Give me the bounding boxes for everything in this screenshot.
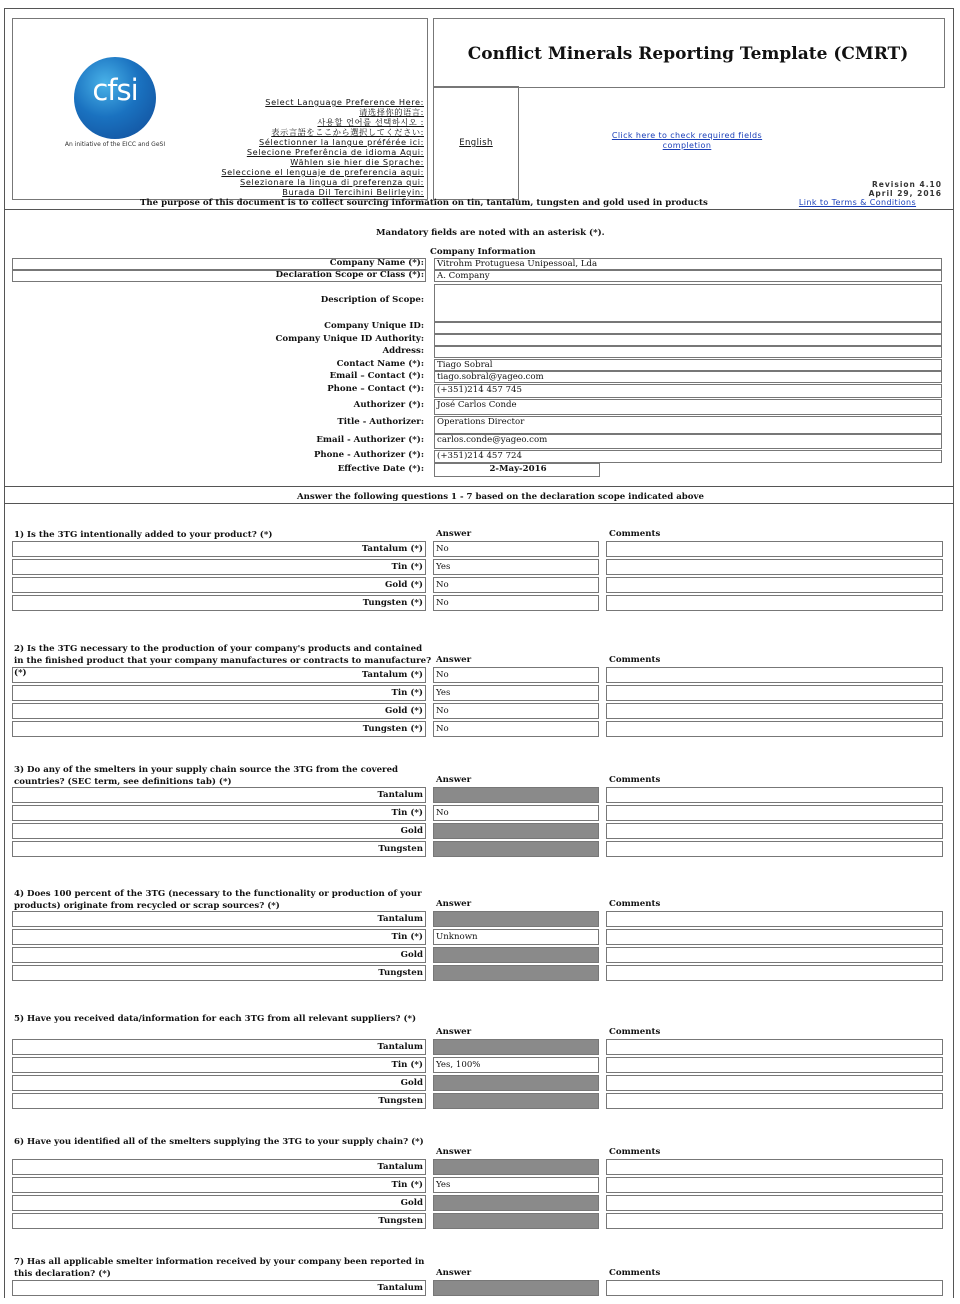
comment-cell[interactable] xyxy=(606,911,943,927)
company-field-label: Company Name (*): xyxy=(329,258,424,268)
comment-cell[interactable] xyxy=(606,721,943,737)
question-row-cell xyxy=(12,1177,426,1193)
metal-label: Gold xyxy=(400,950,423,960)
language-prompt: Burada Dil Tercihini Belirleyin: xyxy=(282,187,424,197)
terms-link[interactable]: Link to Terms & Conditions xyxy=(798,198,917,207)
metal-label: Tin (*) xyxy=(391,808,423,818)
metal-label: Tungsten xyxy=(378,1216,423,1226)
answer-cell[interactable]: No xyxy=(433,595,599,611)
question-row-cell xyxy=(12,1280,426,1296)
question-row-cell xyxy=(12,1075,426,1091)
company-field-input[interactable]: 2-May-2016 xyxy=(434,463,600,477)
question-row-cell xyxy=(12,1093,426,1109)
comment-cell[interactable] xyxy=(606,1195,943,1211)
comment-cell[interactable] xyxy=(606,1075,943,1091)
language-select[interactable]: English xyxy=(459,138,493,148)
company-field-label: Email - Authorizer (*): xyxy=(316,435,424,445)
metal-label: Gold xyxy=(400,1198,423,1208)
answer-cell[interactable]: Yes xyxy=(433,559,599,575)
answer-column-header: Answer xyxy=(436,1147,472,1157)
question-text: 5) Have you received data/information for each 3TG from all relevant suppliers? (*) xyxy=(14,1014,417,1024)
company-field-label: Declaration Scope or Class (*): xyxy=(275,270,424,280)
metal-label: Tin (*) xyxy=(391,932,423,942)
required-fields-link[interactable]: Click here to check required fields completion xyxy=(611,131,763,150)
answer-cell[interactable]: No xyxy=(433,805,599,821)
answer-intro: Answer the following questions 1 - 7 based on the declaration scope indicated above xyxy=(297,492,704,502)
answer-cell[interactable]: No xyxy=(433,577,599,593)
comment-cell[interactable] xyxy=(606,595,943,611)
language-prompt: Selecione Preferência de idioma Aqui: xyxy=(246,147,424,157)
comment-cell[interactable] xyxy=(606,805,943,821)
answer-cell[interactable] xyxy=(433,1280,599,1296)
comment-cell[interactable] xyxy=(606,703,943,719)
answer-cell[interactable] xyxy=(433,1195,599,1211)
language-prompt: 请选择你的语言: xyxy=(359,107,424,117)
metal-label: Gold xyxy=(400,826,423,836)
company-field-input[interactable]: tiago.sobral@yageo.com xyxy=(434,371,942,383)
question-row-cell xyxy=(12,1159,426,1175)
answer-column-header: Answer xyxy=(436,775,472,785)
question-text: 3) Do any of the smelters in your supply chain source the 3TG from the covered countries? (SEC term, see definitions tab) (*) xyxy=(14,765,399,787)
answer-column-header: Answer xyxy=(436,899,472,909)
comment-cell[interactable] xyxy=(606,541,943,557)
comment-cell[interactable] xyxy=(606,787,943,803)
comment-cell[interactable] xyxy=(606,1213,943,1229)
question-row-cell xyxy=(12,1195,426,1211)
metal-label: Tungsten xyxy=(378,1096,423,1106)
company-field-label: Company Unique ID: xyxy=(324,321,424,331)
language-prompt: Sélectionner la langue préférée ici: xyxy=(259,137,424,147)
question-row-cell xyxy=(12,841,426,857)
answer-cell[interactable]: Yes xyxy=(433,685,599,701)
question-row-cell xyxy=(12,559,426,575)
comment-cell[interactable] xyxy=(606,1057,943,1073)
metal-label: Tantalum xyxy=(377,1162,423,1172)
company-field-input[interactable]: (+351)214 457 745 xyxy=(434,384,942,398)
answer-cell[interactable] xyxy=(433,911,599,927)
cfsi-logo xyxy=(74,57,156,139)
comment-cell[interactable] xyxy=(606,1159,943,1175)
separator xyxy=(4,486,954,487)
answer-cell[interactable]: No xyxy=(433,667,599,683)
answer-cell[interactable] xyxy=(433,841,599,857)
company-field-input[interactable]: José Carlos Conde xyxy=(434,399,942,415)
question-row-cell xyxy=(12,1039,426,1055)
company-field-label: Address: xyxy=(382,346,424,356)
question-row-cell xyxy=(12,911,426,927)
comments-column-header: Comments xyxy=(609,775,661,785)
metal-label: Tantalum xyxy=(377,790,423,800)
separator xyxy=(4,503,954,504)
comment-cell[interactable] xyxy=(606,577,943,593)
answer-cell[interactable] xyxy=(433,1075,599,1091)
company-field-label: Contact Name (*): xyxy=(336,359,424,369)
company-field-input[interactable]: Operations Director xyxy=(434,416,942,434)
company-field-label: Effective Date (*): xyxy=(337,464,424,474)
company-field-label: Description of Scope: xyxy=(320,295,424,305)
metal-label: Tin (*) xyxy=(391,1060,423,1070)
answer-cell[interactable]: No xyxy=(433,703,599,719)
answer-cell[interactable]: No xyxy=(433,541,599,557)
language-prompt: Select Language Preference Here: xyxy=(265,97,424,107)
question-row-cell xyxy=(12,1213,426,1229)
metal-label: Tungsten (*) xyxy=(362,598,423,608)
logo-text: cfsi xyxy=(92,73,138,107)
question-row-cell xyxy=(12,929,426,945)
company-field-input[interactable]: Tiago Sobral xyxy=(434,359,942,371)
question-text: 2) Is the 3TG necessary to the production of your company's products and contained in the finished product that your company manufactures or contracts to manufacture? (*) xyxy=(14,644,432,678)
question-row-cell xyxy=(12,805,426,821)
question-row-cell xyxy=(12,1057,426,1073)
metal-label: Tin (*) xyxy=(391,1180,423,1190)
metal-label: Tungsten xyxy=(378,968,423,978)
metal-label: Gold (*) xyxy=(385,580,423,590)
company-field-input[interactable]: A. Company xyxy=(434,270,942,282)
metal-label: Tungsten xyxy=(378,844,423,854)
company-field-label: Authorizer (*): xyxy=(353,400,424,410)
company-field-label: Phone - Authorizer (*): xyxy=(313,450,424,460)
comment-cell[interactable] xyxy=(606,947,943,963)
company-field-label: Email – Contact (*): xyxy=(329,371,424,381)
comment-cell[interactable] xyxy=(606,1039,943,1055)
metal-label: Tin (*) xyxy=(391,688,423,698)
comment-cell[interactable] xyxy=(606,841,943,857)
question-text: 4) Does 100 percent of the 3TG (necessary to the functionality or production of your products) originate from recycled or scrap sources? (*) xyxy=(14,889,422,911)
answer-cell[interactable]: No xyxy=(433,721,599,737)
answer-cell[interactable] xyxy=(433,1039,599,1055)
comment-cell[interactable] xyxy=(606,929,943,945)
answer-cell[interactable] xyxy=(433,823,599,839)
mandatory-note: Mandatory fields are noted with an asterisk (*). xyxy=(376,228,605,238)
comment-cell[interactable] xyxy=(606,823,943,839)
comment-cell[interactable] xyxy=(606,667,943,683)
answer-cell[interactable]: Yes xyxy=(433,1177,599,1193)
language-prompt: 사용할 언어를 선택하시오 : xyxy=(317,117,424,127)
comments-column-header: Comments xyxy=(609,529,661,539)
answer-column-header: Answer xyxy=(436,1027,472,1037)
comments-column-header: Comments xyxy=(609,1147,661,1157)
separator xyxy=(4,209,954,210)
comment-cell[interactable] xyxy=(606,965,943,981)
question-row-cell xyxy=(12,965,426,981)
answer-cell[interactable] xyxy=(433,1093,599,1109)
answer-cell[interactable] xyxy=(433,1213,599,1229)
company-field-input[interactable] xyxy=(434,284,942,322)
language-prompt: Selezionare la lingua di preferenza qui: xyxy=(240,177,424,187)
question-row-cell xyxy=(12,823,426,839)
company-field-label: Phone – Contact (*): xyxy=(327,384,424,394)
answer-cell[interactable] xyxy=(433,1159,599,1175)
logo-subtitle: An initiative of the EICC and GeSI xyxy=(64,141,166,148)
company-field-label: Title - Authorizer: xyxy=(337,417,424,427)
comment-cell[interactable] xyxy=(606,685,943,701)
question-row-cell xyxy=(12,703,426,719)
answer-cell[interactable]: Unknown xyxy=(433,929,599,945)
question-row-cell xyxy=(12,787,426,803)
metal-label: Tin (*) xyxy=(391,562,423,572)
question-text: 6) Have you identified all of the smelters supplying the 3TG to your supply chain? (*) xyxy=(14,1137,424,1147)
revision-label: Revision 4.10 xyxy=(872,180,942,189)
purpose-text: The purpose of this document is to collect sourcing information on tin, tantalum, tungsten and gold used in products xyxy=(140,198,708,208)
metal-label: Tantalum xyxy=(377,1283,423,1293)
metal-label: Tantalum (*) xyxy=(361,544,423,554)
company-info-title: Company Information xyxy=(430,247,536,257)
comments-column-header: Comments xyxy=(609,655,661,665)
question-row-cell xyxy=(12,685,426,701)
question-text: 1) Is the 3TG intentionally added to your product? (*) xyxy=(14,530,273,540)
comments-column-header: Comments xyxy=(609,899,661,909)
metal-label: Tantalum xyxy=(377,914,423,924)
company-field-input[interactable]: (+351)214 457 724 xyxy=(434,450,942,463)
answer-cell[interactable]: Yes, 100% xyxy=(433,1057,599,1073)
answer-cell[interactable] xyxy=(433,947,599,963)
metal-label: Tantalum xyxy=(377,1042,423,1052)
comment-cell[interactable] xyxy=(606,1280,943,1296)
comment-cell[interactable] xyxy=(606,1177,943,1193)
comments-column-header: Comments xyxy=(609,1027,661,1037)
company-field-label: Company Unique ID Authority: xyxy=(275,334,424,344)
question-row-cell xyxy=(12,577,426,593)
label-cell xyxy=(12,270,426,282)
metal-label: Gold (*) xyxy=(385,706,423,716)
label-cell xyxy=(12,258,426,270)
answer-column-header: Answer xyxy=(436,655,472,665)
language-prompt: 表示言語をここから選択してください: xyxy=(271,127,424,137)
comments-column-header: Comments xyxy=(609,1268,661,1278)
metal-label: Gold xyxy=(400,1078,423,1088)
question-row-cell xyxy=(12,947,426,963)
comment-cell[interactable] xyxy=(606,1093,943,1109)
company-field-input[interactable]: Vitrohm Protuguesa Unipessoal, Lda xyxy=(434,258,942,270)
answer-column-header: Answer xyxy=(436,529,472,539)
company-field-input[interactable] xyxy=(434,322,942,334)
metal-label: Tungsten (*) xyxy=(362,724,423,734)
language-prompt: Seleccione el lenguaje de preferencia aqui: xyxy=(221,167,424,177)
answer-cell[interactable] xyxy=(433,965,599,981)
language-prompt: Wählen sie hier die Sprache: xyxy=(290,157,424,167)
metal-label: Tantalum (*) xyxy=(361,670,423,680)
answer-column-header: Answer xyxy=(436,1268,472,1278)
question-text: 7) Has all applicable smelter information received by your company been reported in this declaration? (*) xyxy=(14,1257,425,1279)
comment-cell[interactable] xyxy=(606,559,943,575)
revision-date: April 29, 2016 xyxy=(868,189,942,198)
answer-cell[interactable] xyxy=(433,787,599,803)
company-field-input[interactable]: carlos.conde@yageo.com xyxy=(434,434,942,449)
company-field-input[interactable] xyxy=(434,346,942,358)
company-field-input[interactable] xyxy=(434,334,942,346)
page-title: Conflict Minerals Reporting Template (CMRT) xyxy=(467,44,909,64)
